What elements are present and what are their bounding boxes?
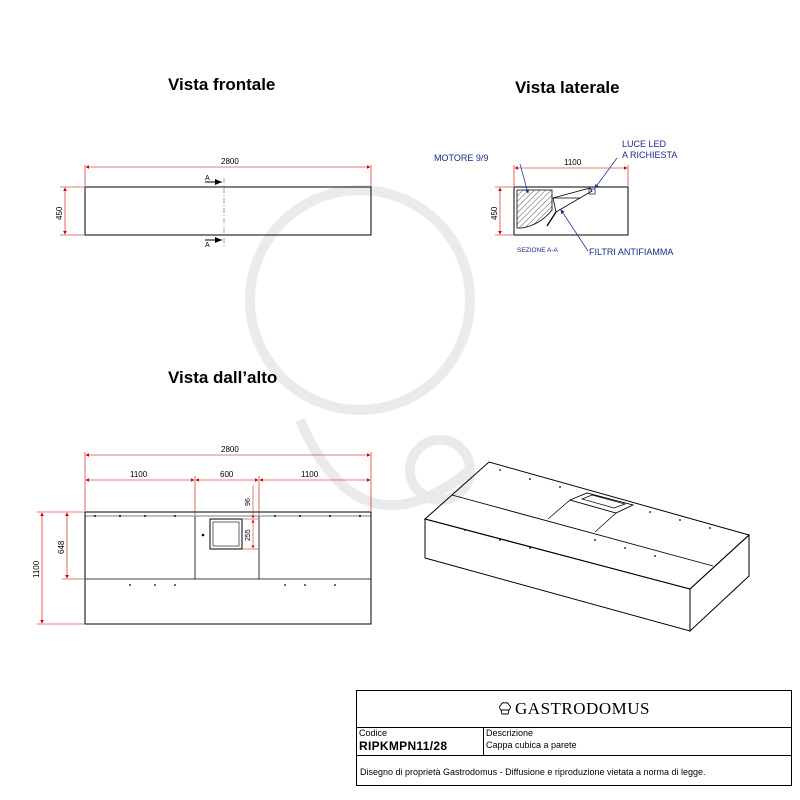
side-view: [434, 139, 677, 257]
brand-logo: [357, 691, 791, 728]
iso-top-face: [425, 462, 749, 589]
side-height-dim: 450: [490, 206, 499, 220]
iso-front-face: [425, 519, 690, 631]
callout-led-line1: LUCE LED: [622, 139, 667, 149]
section-label: SEZIONE A-A: [517, 247, 558, 254]
footer-text: Disegno di proprietà Gastrodomus - Diffusione e riproduzione vietata a norma di legge.: [360, 767, 706, 777]
top-view-title: Vista dall’alto: [168, 368, 278, 387]
section-mark-bottom: A: [205, 242, 210, 249]
side-depth-dim: 1100: [564, 158, 582, 167]
title-block: [356, 690, 792, 786]
description-cell: [483, 727, 791, 755]
rivets: [94, 515, 361, 586]
led-box: [589, 189, 595, 194]
description-value: Cappa cubica a parete: [486, 740, 577, 750]
filter-plate: [553, 188, 592, 212]
code-cell: [357, 727, 484, 755]
top-seg-left-dim: 1100: [130, 470, 148, 479]
top-outline: [85, 512, 371, 624]
watermark: [250, 190, 470, 505]
front-view: [55, 157, 371, 249]
top-opening: [210, 519, 242, 549]
front-width-dim: 2800: [221, 157, 239, 166]
iso-side-face: [690, 535, 749, 631]
code-label: Codice: [359, 728, 388, 738]
code-value: RIPKMPN11/28: [359, 739, 448, 753]
chef-hat-icon: [498, 701, 512, 717]
top-depth-dim: 1100: [32, 560, 41, 578]
footer-notice: [357, 755, 791, 785]
description-label: Descrizione: [486, 728, 534, 738]
isometric-view: [425, 462, 749, 631]
section-mark-top: A: [205, 175, 210, 182]
iso-opening-outer: [570, 493, 633, 513]
top-seg-right-dim: 1100: [301, 470, 319, 479]
top-seg-center-dim: 600: [220, 470, 234, 479]
top-inner-depth-dim: 648: [57, 540, 66, 554]
iso-rivets: [464, 469, 711, 557]
top-opening-height-dim: 255: [245, 529, 252, 541]
callout-motor: MOTORE 9/9: [434, 153, 489, 163]
front-view-title: Vista frontale: [168, 75, 276, 94]
top-overall-width-dim: 2800: [221, 445, 239, 454]
side-view-title: Vista laterale: [515, 78, 620, 97]
motor-section: [517, 190, 552, 228]
top-opening-offset-dim: 96: [245, 498, 252, 506]
callout-filters: FILTRI ANTIFIAMMA: [589, 247, 674, 257]
callout-led-line2: A RICHIESTA: [622, 150, 678, 160]
top-view: [32, 445, 371, 624]
brand-name: GASTRODOMUS: [515, 699, 650, 718]
front-height-dim: 450: [55, 206, 64, 220]
